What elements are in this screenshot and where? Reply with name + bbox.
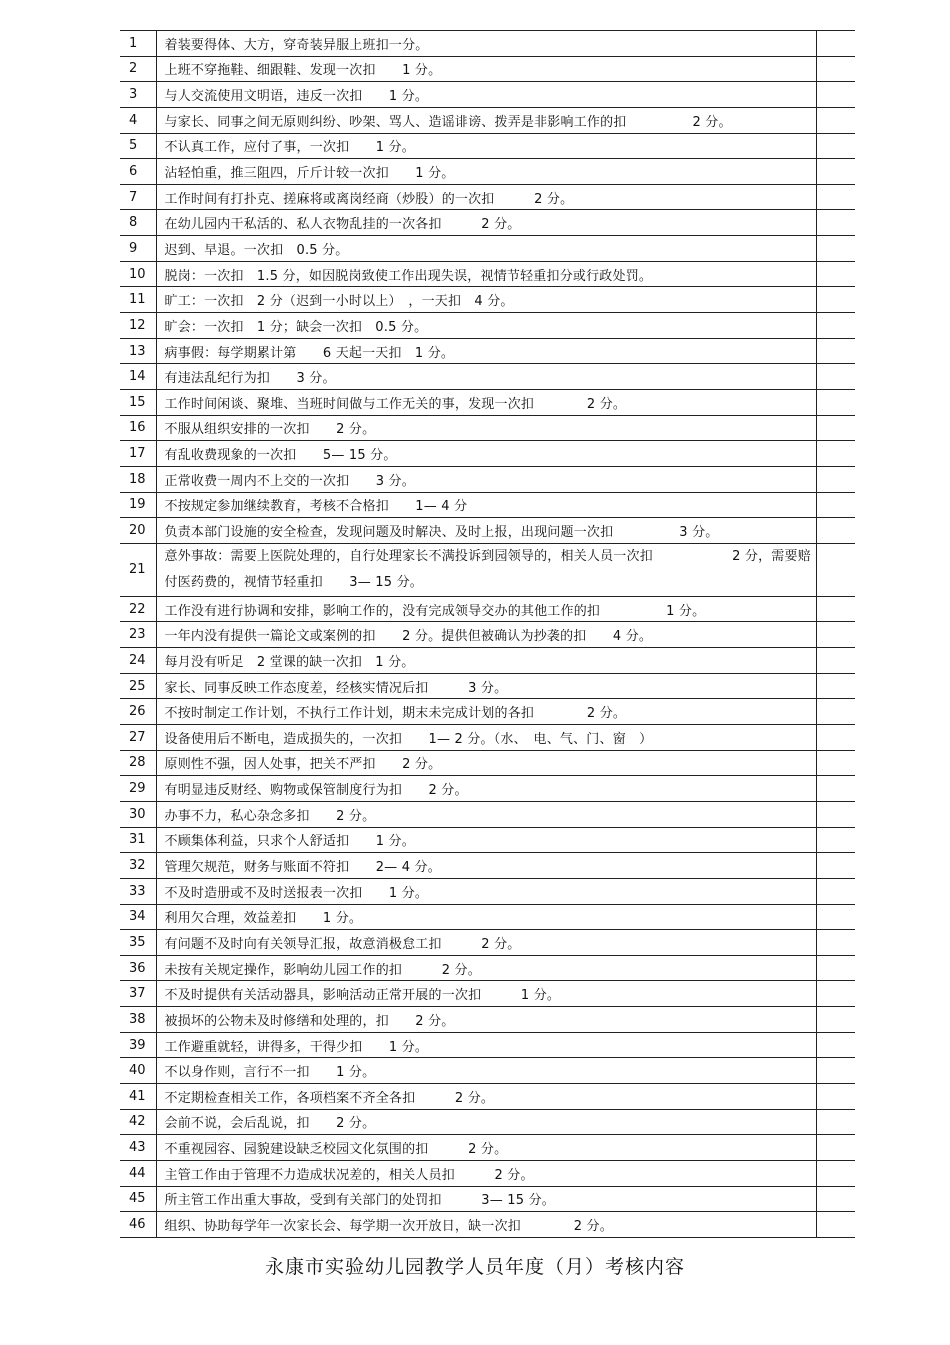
- item-description: 有违法乱纪行为扣 3 分。: [156, 364, 816, 390]
- score-cell: [816, 904, 855, 930]
- item-description: 着装要得体、大方，穿奇装异服上班扣一分。: [156, 31, 816, 57]
- item-description: 不及时提供有关活动器具，影响活动正常开展的一次扣 1 分。: [156, 981, 816, 1007]
- score-cell: [816, 492, 855, 518]
- score-cell: [816, 878, 855, 904]
- item-number: 31: [120, 827, 156, 853]
- item-number: 3: [120, 82, 156, 108]
- item-number: 29: [120, 776, 156, 802]
- item-description: 上班不穿拖鞋、细跟鞋、发现一次扣 1 分。: [156, 56, 816, 82]
- item-number: 5: [120, 133, 156, 159]
- item-number: 32: [120, 853, 156, 879]
- item-description: 每月没有听足 2 堂课的缺一次扣 1 分。: [156, 648, 816, 674]
- document-title: 永康市实验幼儿园教学人员年度（月）考核内容: [264, 1256, 685, 1278]
- assessment-table-body: [120, 31, 855, 1238]
- table-row: [120, 82, 855, 108]
- item-description: 有乱收费现象的一次扣 5— 15 分。: [156, 441, 816, 467]
- item-description: 不定期检查相关工作，各项档案不齐全各扣 2 分。: [156, 1083, 816, 1109]
- assessment-table: [120, 30, 855, 1238]
- item-number: 34: [120, 904, 156, 930]
- item-description: 病事假：每学期累计第 6 天起一天扣 1 分。: [156, 338, 816, 364]
- table-row: [120, 699, 855, 725]
- table-row: [120, 725, 855, 751]
- table-row: [120, 1007, 855, 1033]
- item-number: 11: [120, 287, 156, 313]
- item-description: 不顾集体利益，只求个人舒适扣 1 分。: [156, 827, 816, 853]
- table-row: [120, 389, 855, 415]
- table-row: [120, 107, 855, 133]
- table-row: [120, 261, 855, 287]
- item-number: 36: [120, 955, 156, 981]
- score-cell: [816, 543, 855, 596]
- item-description: 负责本部门设施的安全检查，发现问题及时解决、及时上报，出现问题一次扣 3 分。: [156, 518, 816, 544]
- item-description: 意外事故：需要上医院处理的，自行处理家长不满投诉到园领导的，相关人员一次扣 2 分，需要赔付医药费的，视情节轻重扣 3— 15 分。: [156, 543, 816, 596]
- score-cell: [816, 184, 855, 210]
- item-description: 在幼儿园内干私活的、私人衣物乱挂的一次各扣 2 分。: [156, 210, 816, 236]
- item-description: 原则性不强，因人处事，把关不严扣 2 分。: [156, 750, 816, 776]
- score-cell: [816, 31, 855, 57]
- table-row: [120, 955, 855, 981]
- score-cell: [816, 441, 855, 467]
- item-number: 45: [120, 1186, 156, 1212]
- table-row: [120, 622, 855, 648]
- item-number: 21: [120, 543, 156, 596]
- score-cell: [816, 364, 855, 390]
- item-number: 38: [120, 1007, 156, 1033]
- item-number: 8: [120, 210, 156, 236]
- item-description: 工作时间闲谈、聚堆、当班时间做与工作无关的事，发现一次扣 2 分。: [156, 389, 816, 415]
- table-row: [120, 596, 855, 622]
- table-row: [120, 1058, 855, 1084]
- item-number: 18: [120, 466, 156, 492]
- table-row: [120, 853, 855, 879]
- item-number: 16: [120, 415, 156, 441]
- item-number: 35: [120, 930, 156, 956]
- item-number: 20: [120, 518, 156, 544]
- item-description: 工作时间有打扑克、搓麻将或离岗经商（炒股）的一次扣 2 分。: [156, 184, 816, 210]
- table-row: [120, 56, 855, 82]
- item-number: 7: [120, 184, 156, 210]
- item-number: 9: [120, 236, 156, 262]
- item-description: 与人交流使用文明语，违反一次扣 1 分。: [156, 82, 816, 108]
- score-cell: [816, 236, 855, 262]
- score-cell: [816, 596, 855, 622]
- score-cell: [816, 1083, 855, 1109]
- item-description: 与家长、同事之间无原则纠纷、吵架、骂人、造谣诽谤、拨弄是非影响工作的扣 2 分。: [156, 107, 816, 133]
- table-row: [120, 313, 855, 339]
- item-number: 27: [120, 725, 156, 751]
- score-cell: [816, 1186, 855, 1212]
- item-description: 旷会：一次扣 1 分；缺会一次扣 0.5 分。: [156, 313, 816, 339]
- table-row: [120, 236, 855, 262]
- item-description: 迟到、早退。一次扣 0.5 分。: [156, 236, 816, 262]
- score-cell: [816, 338, 855, 364]
- table-row: [120, 904, 855, 930]
- table-row: [120, 287, 855, 313]
- score-cell: [816, 159, 855, 185]
- score-cell: [816, 518, 855, 544]
- table-row: [120, 648, 855, 674]
- item-description: 有问题不及时向有关领导汇报，故意消极怠工扣 2 分。: [156, 930, 816, 956]
- score-cell: [816, 955, 855, 981]
- item-number: 44: [120, 1160, 156, 1186]
- score-cell: [816, 1007, 855, 1033]
- item-description: 办事不力，私心杂念多扣 2 分。: [156, 801, 816, 827]
- item-number: 4: [120, 107, 156, 133]
- table-row: [120, 338, 855, 364]
- score-cell: [816, 853, 855, 879]
- score-cell: [816, 82, 855, 108]
- item-description: 不认真工作，应付了事，一次扣 1 分。: [156, 133, 816, 159]
- table-row: [120, 441, 855, 467]
- table-row: [120, 184, 855, 210]
- item-description: 旷工：一次扣 2 分（迟到一小时以上） ，一天扣 4 分。: [156, 287, 816, 313]
- item-description: 工作没有进行协调和安排，影响工作的，没有完成领导交办的其他工作的扣 1 分。: [156, 596, 816, 622]
- score-cell: [816, 622, 855, 648]
- item-description: 不以身作则，言行不一扣 1 分。: [156, 1058, 816, 1084]
- item-description: 脱岗：一次扣 1.5 分，如因脱岗致使工作出现失误，视情节轻重扣分或行政处罚。: [156, 261, 816, 287]
- table-row: [120, 133, 855, 159]
- item-number: 43: [120, 1135, 156, 1161]
- item-description: 未按有关规定操作，影响幼儿园工作的扣 2 分。: [156, 955, 816, 981]
- item-number: 39: [120, 1032, 156, 1058]
- item-description: 设备使用后不断电，造成损失的，一次扣 1— 2 分。（水、 电、气、门、窗 ）: [156, 725, 816, 751]
- score-cell: [816, 930, 855, 956]
- score-cell: [816, 1212, 855, 1238]
- item-description: 会前不说，会后乱说，扣 2 分。: [156, 1109, 816, 1135]
- score-cell: [816, 1109, 855, 1135]
- score-cell: [816, 1058, 855, 1084]
- score-cell: [816, 699, 855, 725]
- score-cell: [816, 801, 855, 827]
- score-cell: [816, 389, 855, 415]
- score-cell: [816, 466, 855, 492]
- score-cell: [816, 313, 855, 339]
- item-description: 家长、同事反映工作态度差，经核实情况后扣 3 分。: [156, 673, 816, 699]
- score-cell: [816, 776, 855, 802]
- score-cell: [816, 210, 855, 236]
- table-row: [120, 364, 855, 390]
- item-number: 26: [120, 699, 156, 725]
- item-description: 利用欠合理，效益差扣 1 分。: [156, 904, 816, 930]
- score-cell: [816, 415, 855, 441]
- table-row: [120, 466, 855, 492]
- table-row: [120, 1160, 855, 1186]
- table-row: [120, 518, 855, 544]
- score-cell: [816, 1160, 855, 1186]
- item-description: 不按时制定工作计划，不执行工作计划，期末未完成计划的各扣 2 分。: [156, 699, 816, 725]
- score-cell: [816, 133, 855, 159]
- item-number: 12: [120, 313, 156, 339]
- table-row: [120, 159, 855, 185]
- score-cell: [816, 648, 855, 674]
- item-description: 正常收费一周内不上交的一次扣 3 分。: [156, 466, 816, 492]
- item-number: 17: [120, 441, 156, 467]
- score-cell: [816, 673, 855, 699]
- table-row: [120, 543, 855, 596]
- item-number: 25: [120, 673, 156, 699]
- score-cell: [816, 56, 855, 82]
- item-description: 不及时造册或不及时送报表一次扣 1 分。: [156, 878, 816, 904]
- score-cell: [816, 981, 855, 1007]
- table-row: [120, 673, 855, 699]
- item-description: 被损坏的公物未及时修缮和处理的，扣 2 分。: [156, 1007, 816, 1033]
- table-row: [120, 1135, 855, 1161]
- item-description: 不按规定参加继续教育，考核不合格扣 1— 4 分: [156, 492, 816, 518]
- item-number: 6: [120, 159, 156, 185]
- score-cell: [816, 750, 855, 776]
- table-row: [120, 415, 855, 441]
- table-row: [120, 1212, 855, 1238]
- score-cell: [816, 107, 855, 133]
- table-row: [120, 1186, 855, 1212]
- item-number: 40: [120, 1058, 156, 1084]
- item-number: 10: [120, 261, 156, 287]
- table-row: [120, 827, 855, 853]
- table-row: [120, 750, 855, 776]
- item-number: 14: [120, 364, 156, 390]
- table-row: [120, 1032, 855, 1058]
- item-number: 46: [120, 1212, 156, 1238]
- item-description: 有明显违反财经、购物或保管制度行为扣 2 分。: [156, 776, 816, 802]
- table-row: [120, 930, 855, 956]
- item-number: 28: [120, 750, 156, 776]
- score-cell: [816, 725, 855, 751]
- item-number: 24: [120, 648, 156, 674]
- item-number: 15: [120, 389, 156, 415]
- item-number: 30: [120, 801, 156, 827]
- item-description: 组织、协助每学年一次家长会、每学期一次开放日，缺一次扣 2 分。: [156, 1212, 816, 1238]
- table-row: [120, 878, 855, 904]
- item-description: 一年内没有提供一篇论文或案例的扣 2 分。提供但被确认为抄袭的扣 4 分。: [156, 622, 816, 648]
- item-number: 37: [120, 981, 156, 1007]
- table-row: [120, 1109, 855, 1135]
- item-number: 41: [120, 1083, 156, 1109]
- score-cell: [816, 1032, 855, 1058]
- score-cell: [816, 1135, 855, 1161]
- item-number: 1: [120, 31, 156, 57]
- item-description: 沾轻怕重，推三阻四，斤斤计较一次扣 1 分。: [156, 159, 816, 185]
- item-description: 主管工作由于管理不力造成状况差的，相关人员扣 2 分。: [156, 1160, 816, 1186]
- table-row: [120, 31, 855, 57]
- score-cell: [816, 287, 855, 313]
- score-cell: [816, 827, 855, 853]
- item-number: 22: [120, 596, 156, 622]
- table-row: [120, 981, 855, 1007]
- score-cell: [816, 261, 855, 287]
- item-description: 所主管工作出重大事故，受到有关部门的处罚扣 3— 15 分。: [156, 1186, 816, 1212]
- item-description: 不重视园容、园貌建设缺乏校园文化氛围的扣 2 分。: [156, 1135, 816, 1161]
- item-number: 42: [120, 1109, 156, 1135]
- item-description: 不服从组织安排的一次扣 2 分。: [156, 415, 816, 441]
- item-description: 工作避重就轻，讲得多，干得少扣 1 分。: [156, 1032, 816, 1058]
- table-row: [120, 1083, 855, 1109]
- item-number: 23: [120, 622, 156, 648]
- table-row: [120, 801, 855, 827]
- table-row: [120, 492, 855, 518]
- item-number: 19: [120, 492, 156, 518]
- item-number: 2: [120, 56, 156, 82]
- item-number: 13: [120, 338, 156, 364]
- item-description: 管理欠规范，财务与账面不符扣 2— 4 分。: [156, 853, 816, 879]
- table-row: [120, 210, 855, 236]
- table-row: [120, 776, 855, 802]
- item-number: 33: [120, 878, 156, 904]
